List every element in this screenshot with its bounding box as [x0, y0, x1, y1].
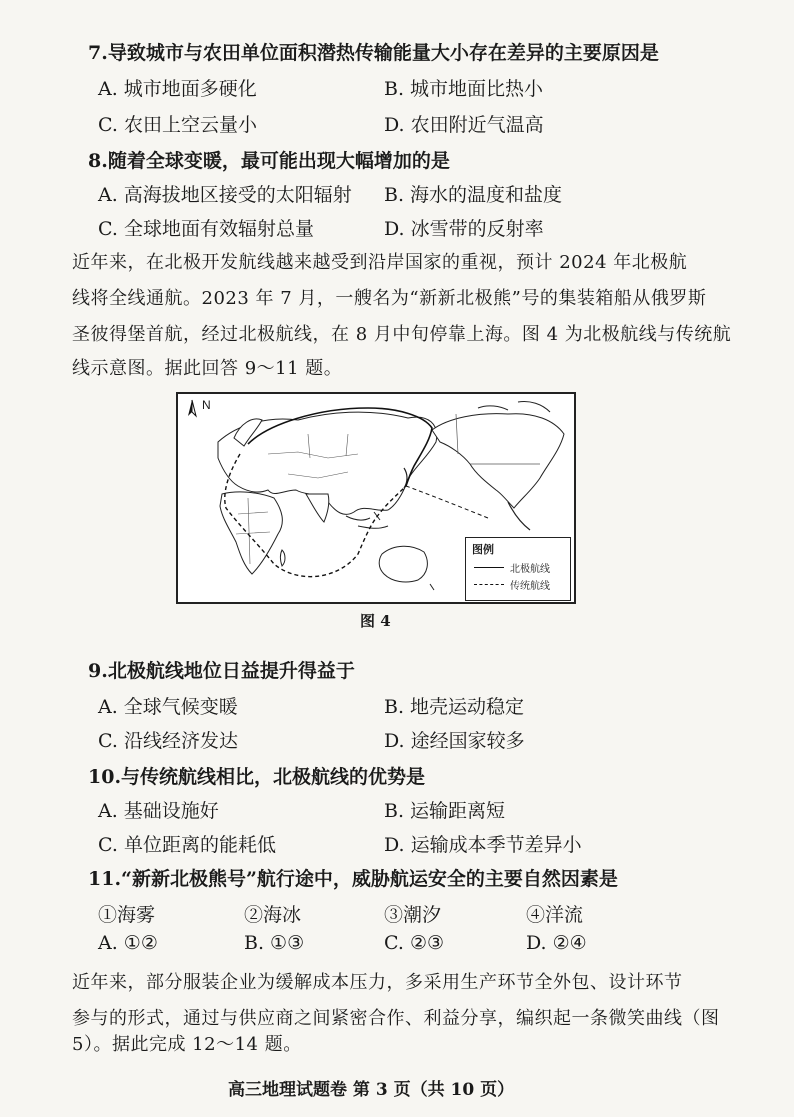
q9-option-a: A. 全球气候变暖: [98, 696, 238, 718]
q7-option-a: A. 城市地面多硬化: [98, 78, 257, 100]
figure-caption: 图 4: [360, 612, 391, 630]
q8-option-b: B. 海水的温度和盐度: [384, 184, 563, 206]
q7-option-d: D. 农田附近气温高: [384, 114, 544, 136]
q10-option-c: C. 单位距离的能耗低: [98, 834, 276, 856]
q10-option-b: B. 运输距离短: [384, 800, 506, 822]
q9-option-d: D. 途经国家较多: [384, 730, 525, 752]
q11-option-b: B. ①③: [244, 932, 305, 954]
north-label: N: [202, 398, 211, 412]
question-11-stem: 11.“新新北极熊号”航行途中，威胁航运安全的主要自然因素是: [88, 868, 618, 890]
question-9-stem: 9.北极航线地位日益提升得益于: [88, 660, 355, 682]
q11-item-3: ③潮汐: [384, 904, 442, 926]
question-10-stem: 10.与传统航线相比，北极航线的优势是: [88, 766, 426, 788]
q8-option-c: C. 全球地面有效辐射总量: [98, 218, 314, 240]
q7-option-c: C. 农田上空云量小: [98, 114, 257, 136]
q11-item-4: ④洋流: [526, 904, 584, 926]
passage1-line2: 线将全线通航。2023 年 7 月，一艘名为“新新北极熊”号的集装箱船从俄罗斯: [72, 288, 707, 309]
passage1-line4: 线示意图。据此回答 9～11 题。: [72, 358, 343, 379]
legend-traditional-line: [474, 584, 504, 585]
q9-option-c: C. 沿线经济发达: [98, 730, 238, 752]
q7-option-b: B. 城市地面比热小: [384, 78, 544, 100]
q10-option-d: D. 运输成本季节差异小: [384, 834, 582, 856]
legend-arctic-label: 北极航线: [510, 564, 550, 575]
q9-option-b: B. 地壳运动稳定: [384, 696, 525, 718]
question-7-stem: 7.导致城市与农田单位面积潜热传输能量大小存在差异的主要原因是: [88, 42, 659, 64]
q10-option-a: A. 基础设施好: [98, 800, 219, 822]
legend-arctic-line: [474, 567, 504, 568]
q8-option-a: A. 高海拔地区接受的太阳辐射: [98, 184, 352, 206]
passage2-line3: 5）。据此完成 12～14 题。: [72, 1034, 302, 1055]
passage2-line1: 近年来，部分服装企业为缓解成本压力，多采用生产环节全外包、设计环节: [72, 972, 683, 993]
q11-item-1: ①海雾: [98, 904, 156, 926]
passage1-line1: 近年来，在北极开发航线越来越受到沿岸国家的重视，预计 2024 年北极航: [72, 252, 688, 273]
north-arrow-icon: [188, 400, 196, 416]
passage1-line3: 圣彼得堡首航，经过北极航线，在 8 月中旬停靠上海。图 4 为北极航线与传统航: [72, 324, 732, 345]
legend-traditional-label: 传统航线: [510, 581, 550, 592]
page-footer: 高三地理试题卷 第 3 页（共 10 页）: [228, 1080, 515, 1100]
map-legend: [465, 537, 571, 601]
q11-item-2: ②海冰: [244, 904, 302, 926]
legend-title: 图例: [472, 543, 494, 556]
passage2-line2: 参与的形式，通过与供应商之间紧密合作、利益分享，编织起一条微笑曲线（图: [72, 1008, 720, 1029]
q8-option-d: D. 冰雪带的反射率: [384, 218, 544, 240]
q11-option-a: A. ①②: [98, 932, 158, 954]
q11-option-c: C. ②③: [384, 932, 445, 954]
q11-option-d: D. ②④: [526, 932, 587, 954]
question-8-stem: 8.随着全球变暖，最可能出现大幅增加的是: [88, 150, 450, 172]
